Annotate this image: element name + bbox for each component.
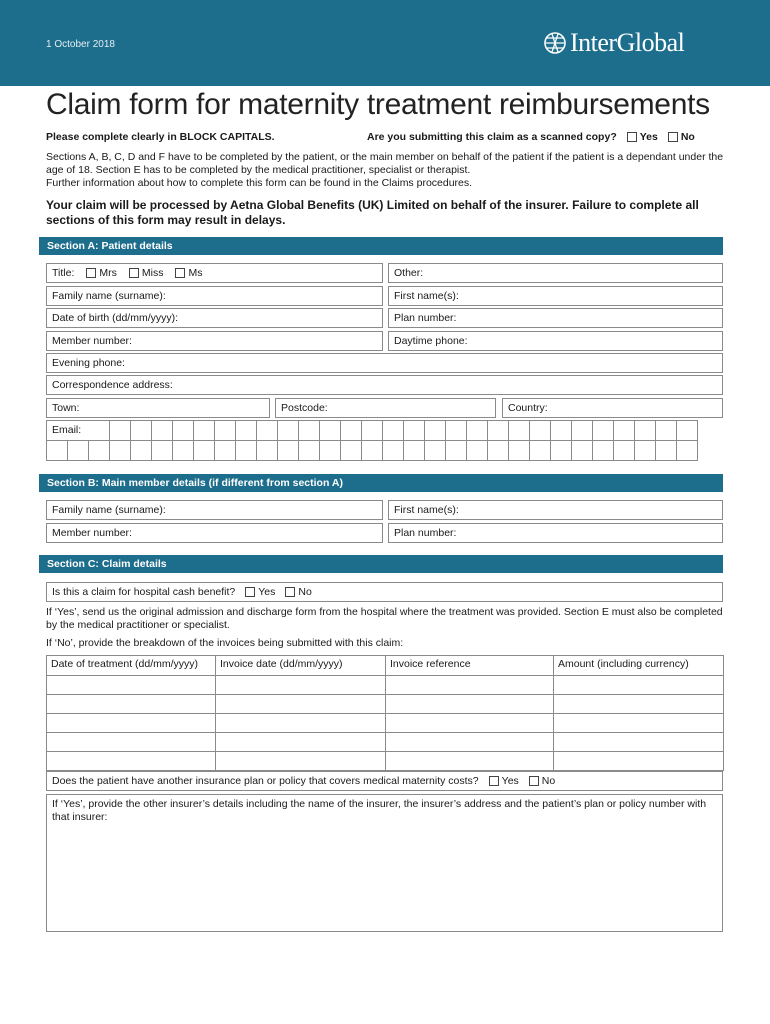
email-char-cell[interactable]	[382, 440, 404, 461]
other-title-field[interactable]: Other:	[388, 263, 723, 283]
email-char-cell[interactable]	[529, 440, 551, 461]
intro-text: Sections A, B, C, D and F have to be completed by the patient, or the main member on behalf of the patient if the patient is a dependant under the age of 18. Section E has to be completed by the medical practitioner, specialist or therapist. Further information about how to complete this form can be found in the Claims procedures.	[46, 151, 724, 189]
scanned-copy-question: Are you submitting this claim as a scanned copy? Yes No	[367, 131, 695, 143]
table-cell[interactable]	[386, 714, 554, 733]
processing-notice: Your claim will be processed by Aetna Global Benefits (UK) Limited on behalf of the insurer. Failure to complete all sections of this form may result in delays.	[46, 198, 699, 227]
miss-checkbox[interactable]	[129, 268, 139, 278]
email-row-1	[46, 420, 698, 441]
email-char-cell[interactable]	[487, 420, 509, 441]
email-char-cell[interactable]	[256, 420, 278, 441]
email-char-cell[interactable]	[634, 440, 656, 461]
main-member-plan-number-field[interactable]: Plan number:	[388, 523, 723, 543]
email-char-cell[interactable]	[613, 440, 635, 461]
scanned-yes-option[interactable]: Yes	[627, 131, 658, 143]
country-field[interactable]: Country:	[502, 398, 723, 418]
table-row	[47, 714, 724, 733]
section-c-heading: Section C: Claim details	[39, 555, 723, 573]
email-char-cell[interactable]	[571, 420, 593, 441]
email-char-cell[interactable]	[340, 420, 362, 441]
email-char-cell[interactable]	[361, 420, 383, 441]
if-yes-note: If ‘Yes’, send us the original admission and discharge form from the hospital where the treatment was provided. Section E must also be completed by the medical practitioner or specialist.	[46, 606, 723, 631]
form-date: 1 October 2018	[46, 39, 115, 50]
table-cell[interactable]	[386, 695, 554, 714]
email-char-cell[interactable]	[319, 420, 341, 441]
other-insurance-no-checkbox[interactable]	[529, 776, 539, 786]
email-char-cell[interactable]	[130, 420, 152, 441]
cash-no-option[interactable]: No	[285, 586, 311, 598]
main-member-first-names-field[interactable]: First name(s):	[388, 500, 723, 520]
table-cell[interactable]	[47, 733, 216, 752]
email-char-cell[interactable]	[655, 440, 677, 461]
email-char-cell[interactable]	[445, 420, 467, 441]
email-char-cell[interactable]	[403, 420, 425, 441]
table-cell[interactable]	[554, 695, 724, 714]
section-b-heading: Section B: Main member details (if different from section A)	[39, 474, 723, 492]
block-capitals-note: Please complete clearly in BLOCK CAPITALS.	[46, 131, 275, 143]
other-insurance-yes-option[interactable]: Yes	[489, 775, 519, 787]
address-field[interactable]: Correspondence address:	[46, 375, 723, 395]
main-member-number-field[interactable]: Member number:	[46, 523, 383, 543]
table-row	[47, 733, 724, 752]
if-no-note: If ‘No’, provide the breakdown of the invoices being submitted with this claim:	[46, 637, 404, 649]
first-names-field[interactable]: First name(s):	[388, 286, 723, 306]
email-char-cell[interactable]	[172, 420, 194, 441]
email-char-cell[interactable]	[256, 440, 278, 461]
email-char-cell[interactable]	[613, 420, 635, 441]
email-char-cell[interactable]	[466, 440, 488, 461]
other-insurer-details-field[interactable]: If ‘Yes’, provide the other insurer’s details including the name of the insurer, the insurer’s address and the patient’s plan or policy number with that insurer:	[46, 794, 723, 932]
email-char-cell[interactable]	[487, 440, 509, 461]
table-row	[47, 695, 724, 714]
header-bar	[0, 0, 770, 86]
email-char-cell[interactable]	[88, 440, 110, 461]
email-char-cell[interactable]	[67, 440, 89, 461]
table-cell[interactable]	[47, 752, 216, 771]
cash-yes-option[interactable]: Yes	[245, 586, 275, 598]
dob-field[interactable]: Date of birth (dd/mm/yyyy):	[46, 308, 383, 328]
table-cell[interactable]	[386, 676, 554, 695]
email-char-cell[interactable]	[340, 440, 362, 461]
table-cell[interactable]	[386, 733, 554, 752]
column-header: Invoice date (dd/mm/yyyy)	[216, 656, 386, 676]
email-char-cell[interactable]	[235, 440, 257, 461]
daytime-phone-field[interactable]: Daytime phone:	[388, 331, 723, 351]
other-insurance-question: Does the patient have another insurance plan or policy that covers medical maternity costs? Yes No	[46, 771, 723, 791]
plan-number-field[interactable]: Plan number:	[388, 308, 723, 328]
email-char-cell[interactable]	[508, 440, 530, 461]
column-header: Amount (including currency)	[554, 656, 724, 676]
title-field: Title: Mrs Miss Ms	[46, 263, 383, 283]
email-char-cell[interactable]	[46, 440, 68, 461]
column-header: Date of treatment (dd/mm/yyyy)	[47, 656, 216, 676]
page-title: Claim form for maternity treatment reimbursements	[46, 88, 710, 121]
email-char-cell[interactable]	[550, 440, 572, 461]
family-name-field[interactable]: Family name (surname):	[46, 286, 383, 306]
table-cell[interactable]	[216, 733, 386, 752]
table-cell[interactable]	[554, 714, 724, 733]
email-char-cell[interactable]	[466, 420, 488, 441]
email-char-cell[interactable]	[193, 420, 215, 441]
cash-yes-checkbox[interactable]	[245, 587, 255, 597]
other-insurance-no-option[interactable]: No	[529, 775, 555, 787]
email-char-cell[interactable]	[172, 440, 194, 461]
email-char-cell[interactable]	[109, 420, 131, 441]
table-cell[interactable]	[47, 676, 216, 695]
email-label: Email:	[46, 420, 110, 441]
other-insurance-yes-checkbox[interactable]	[489, 776, 499, 786]
table-cell[interactable]	[216, 695, 386, 714]
email-char-cell[interactable]	[130, 440, 152, 461]
title-ms-option[interactable]: Ms	[175, 267, 202, 279]
evening-phone-field[interactable]: Evening phone:	[46, 353, 723, 373]
interglobal-logo: InterGlobal	[544, 28, 684, 58]
table-cell[interactable]	[216, 714, 386, 733]
hospital-cash-question: Is this a claim for hospital cash benefit? Yes No	[46, 582, 723, 602]
table-cell[interactable]	[554, 733, 724, 752]
email-char-cell[interactable]	[277, 440, 299, 461]
cash-no-checkbox[interactable]	[285, 587, 295, 597]
scanned-yes-checkbox[interactable]	[627, 132, 637, 142]
email-char-cell[interactable]	[424, 440, 446, 461]
ms-checkbox[interactable]	[175, 268, 185, 278]
globe-icon	[544, 32, 566, 54]
scanned-no-option[interactable]: No	[668, 131, 695, 143]
scanned-no-checkbox[interactable]	[668, 132, 678, 142]
email-char-cell[interactable]	[151, 440, 173, 461]
table-cell[interactable]	[554, 676, 724, 695]
table-cell[interactable]	[47, 695, 216, 714]
town-field[interactable]: Town:	[46, 398, 270, 418]
column-header: Invoice reference	[386, 656, 554, 676]
email-char-cell[interactable]	[193, 440, 215, 461]
main-member-family-name-field[interactable]: Family name (surname):	[46, 500, 383, 520]
email-char-cell[interactable]	[298, 420, 320, 441]
email-char-cell[interactable]	[592, 420, 614, 441]
table-row	[47, 752, 724, 771]
invoice-table	[46, 655, 724, 771]
mrs-checkbox[interactable]	[86, 268, 96, 278]
table-cell[interactable]	[47, 714, 216, 733]
title-mrs-option[interactable]: Mrs	[86, 267, 117, 279]
email-char-cell[interactable]	[277, 420, 299, 441]
member-number-field[interactable]: Member number:	[46, 331, 383, 351]
title-miss-option[interactable]: Miss	[129, 267, 164, 279]
email-char-cell[interactable]	[592, 440, 614, 461]
table-cell[interactable]	[216, 676, 386, 695]
email-char-cell[interactable]	[445, 440, 467, 461]
email-row-2	[46, 440, 698, 461]
postcode-field[interactable]: Postcode:	[275, 398, 496, 418]
email-char-cell[interactable]	[676, 420, 698, 441]
email-char-cell[interactable]	[634, 420, 656, 441]
email-char-cell[interactable]	[214, 420, 236, 441]
section-a-heading: Section A: Patient details	[39, 237, 723, 255]
email-char-cell[interactable]	[361, 440, 383, 461]
email-char-cell[interactable]	[655, 420, 677, 441]
email-char-cell[interactable]	[529, 420, 551, 441]
invoice-table-header	[47, 656, 724, 676]
email-char-cell[interactable]	[109, 440, 131, 461]
email-char-cell[interactable]	[382, 420, 404, 441]
email-char-cell[interactable]	[151, 420, 173, 441]
email-char-cell[interactable]	[235, 420, 257, 441]
email-char-cell[interactable]	[571, 440, 593, 461]
email-char-cell[interactable]	[403, 440, 425, 461]
email-char-cell[interactable]	[508, 420, 530, 441]
email-char-cell[interactable]	[550, 420, 572, 441]
table-row	[47, 676, 724, 695]
email-char-cell[interactable]	[424, 420, 446, 441]
table-cell[interactable]	[386, 752, 554, 771]
email-char-cell[interactable]	[298, 440, 320, 461]
email-char-cell[interactable]	[676, 440, 698, 461]
email-char-cell[interactable]	[319, 440, 341, 461]
table-cell[interactable]	[554, 752, 724, 771]
email-char-cell[interactable]	[214, 440, 236, 461]
table-cell[interactable]	[216, 752, 386, 771]
